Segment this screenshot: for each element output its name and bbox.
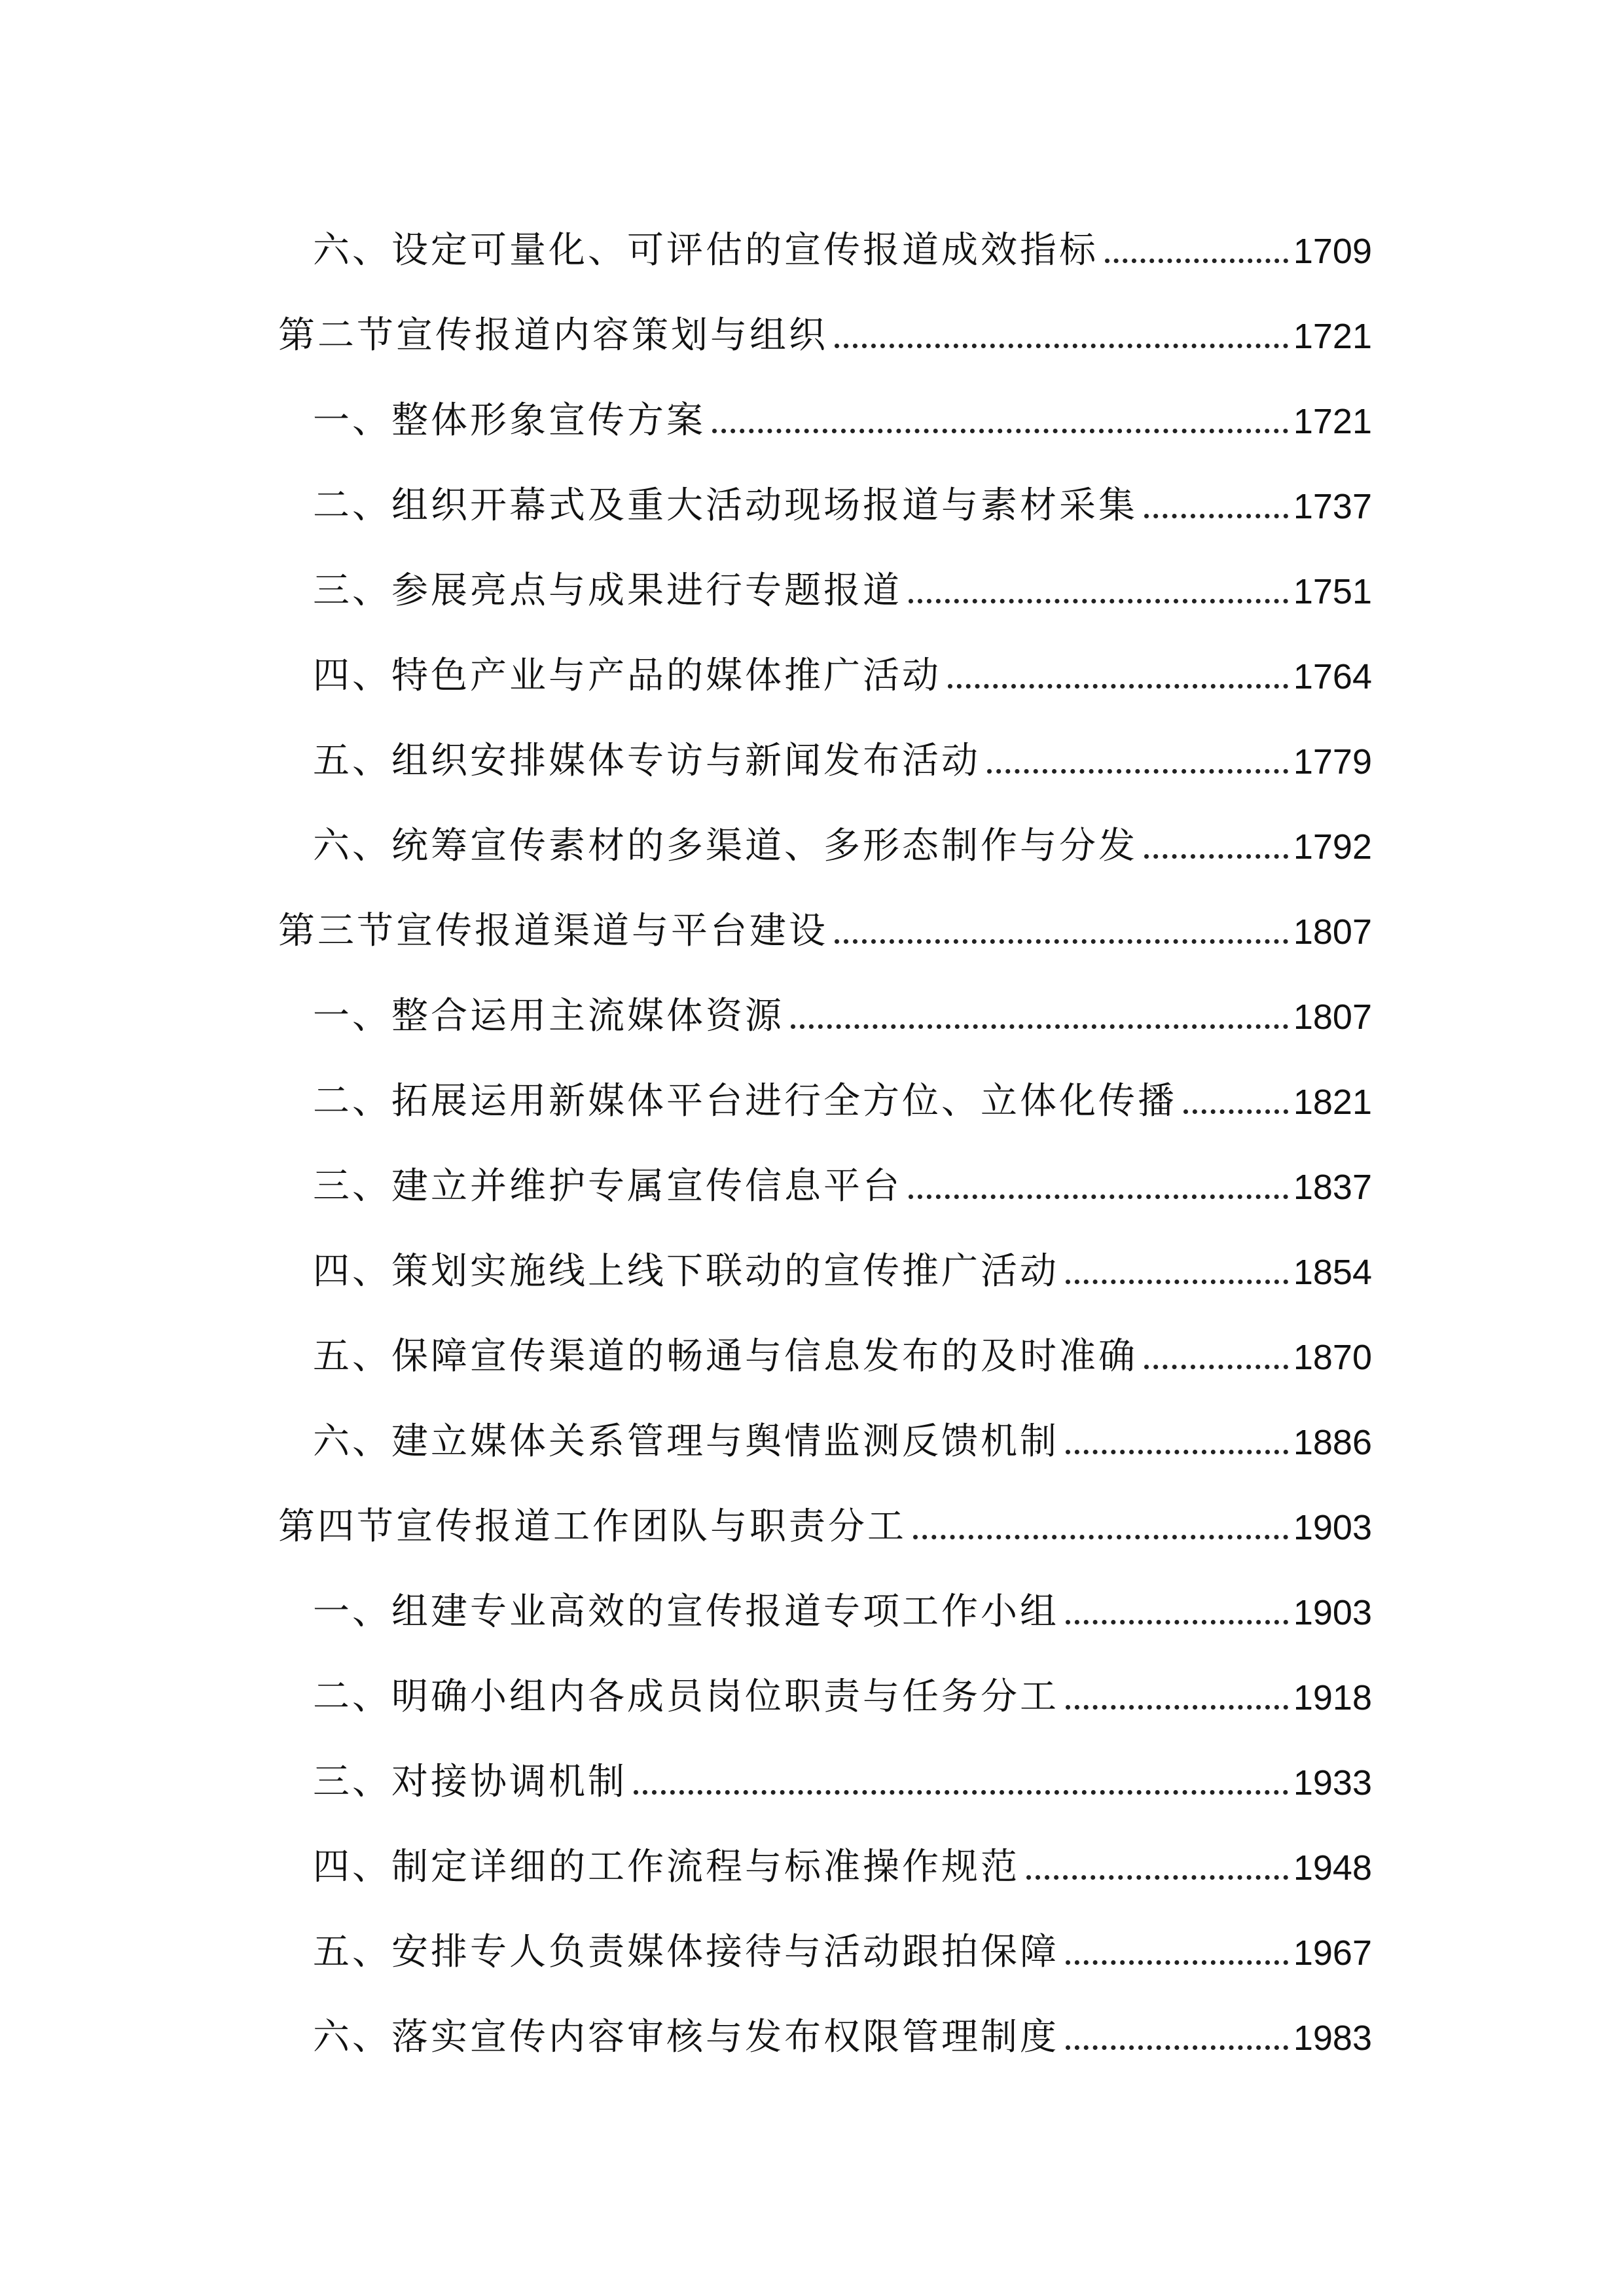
- toc-page-number: 1807: [1293, 997, 1372, 1037]
- toc-entry[interactable]: [313, 721, 1372, 780]
- toc-page-number: 1933: [1293, 1763, 1372, 1803]
- toc-dot-leader: [913, 1535, 1288, 1539]
- toc-entry[interactable]: [313, 210, 1372, 272]
- toc-entry[interactable]: [313, 380, 1372, 442]
- toc-entry-title: 五、组织安排媒体专访与新闻发布活动: [313, 740, 981, 782]
- toc-entry[interactable]: [313, 976, 1372, 1035]
- toc-entry-title: 五、安排专人负责媒体接待与活动跟拍保障: [313, 1931, 1059, 1973]
- toc-dot-leader: [1066, 1960, 1288, 1965]
- toc-page-number: 1807: [1293, 912, 1372, 952]
- toc-dot-leader: [791, 1024, 1288, 1029]
- toc-page-number: 1721: [1293, 402, 1372, 441]
- toc-entry-title: 六、落实宣传内容审核与发布权限管理制度: [313, 2016, 1059, 2058]
- toc-entry-title: 第四节宣传报道工作团队与职责分工: [278, 1505, 907, 1548]
- toc-dot-leader: [1144, 854, 1288, 859]
- toc-dot-leader: [1066, 2045, 1288, 2050]
- toc-page-number: 1886: [1293, 1423, 1372, 1462]
- toc-page-number: 1837: [1293, 1168, 1372, 1207]
- toc-dot-leader: [1066, 1705, 1288, 1710]
- toc-section-entry[interactable]: [278, 295, 1372, 357]
- toc-entry[interactable]: [313, 1231, 1372, 1293]
- toc-dot-leader: [1144, 514, 1288, 518]
- toc-entry[interactable]: [313, 1401, 1372, 1463]
- toc-page-number: 1792: [1293, 827, 1372, 867]
- toc-page-number: 1918: [1293, 1678, 1372, 1717]
- toc-entry-title: 第三节宣传报道渠道与平台建设: [278, 910, 828, 952]
- toc-entry[interactable]: [313, 1912, 1372, 1971]
- toc-page-number: 1821: [1293, 1083, 1372, 1122]
- toc-dot-leader: [909, 1194, 1288, 1199]
- toc-dot-leader: [1066, 1280, 1288, 1284]
- toc-entry[interactable]: [313, 636, 1372, 697]
- toc-page-number: 1751: [1293, 572, 1372, 611]
- toc-page-number: 1903: [1293, 1508, 1372, 1547]
- toc-page-number: 1779: [1293, 742, 1372, 781]
- toc-entry-title: 二、组织开幕式及重大活动现场报道与素材采集: [313, 484, 1138, 527]
- toc-entry[interactable]: [313, 1657, 1372, 1718]
- toc-dot-leader: [835, 939, 1288, 944]
- toc-entry-title: 四、策划实施线上线下联动的宣传推广活动: [313, 1250, 1059, 1293]
- toc-entry-title: 一、组建专业高效的宣传报道专项工作小组: [313, 1590, 1059, 1633]
- toc-entry-title: 一、整体形象宣传方案: [313, 399, 706, 442]
- toc-dot-leader: [712, 429, 1288, 433]
- toc-entry-title: 五、保障宣传渠道的畅通与信息发布的及时准确: [313, 1335, 1138, 1378]
- toc-dot-leader: [1144, 1365, 1288, 1369]
- toc-dot-leader: [1066, 1620, 1288, 1624]
- toc-entry[interactable]: [313, 465, 1372, 527]
- toc-page-number: 1709: [1293, 232, 1372, 271]
- toc-page-number: 1870: [1293, 1338, 1372, 1377]
- toc-dot-leader: [1066, 1450, 1288, 1454]
- toc-entry-title: 六、建立媒体关系管理与舆情监测反馈机制: [313, 1420, 1059, 1463]
- toc-dot-leader: [1105, 259, 1288, 263]
- toc-page-number: 1967: [1293, 1933, 1372, 1973]
- toc-page-number: 1983: [1293, 2018, 1372, 2058]
- toc-page-number: 1764: [1293, 657, 1372, 696]
- toc-page-number: 1854: [1293, 1253, 1372, 1292]
- toc-entry-title: 四、制定详细的工作流程与标准操作规范: [313, 1846, 1020, 1888]
- toc-dot-leader: [1026, 1875, 1288, 1880]
- toc-entry-title: 二、明确小组内各成员岗位职责与任务分工: [313, 1676, 1059, 1718]
- toc-entry[interactable]: [313, 1571, 1372, 1633]
- toc-entry[interactable]: [313, 1997, 1372, 2056]
- toc-entry[interactable]: [313, 1742, 1372, 1801]
- toc-entry[interactable]: [313, 806, 1372, 865]
- toc-entry-title: 一、整合运用主流媒体资源: [313, 995, 784, 1037]
- toc-dot-leader: [1183, 1109, 1288, 1114]
- toc-page-number: 1948: [1293, 1848, 1372, 1888]
- toc-page-number: 1903: [1293, 1593, 1372, 1632]
- toc-entry-title: 四、特色产业与产品的媒体推广活动: [313, 655, 941, 697]
- toc-entry[interactable]: [313, 1316, 1372, 1378]
- toc-entry-title: 三、对接协调机制: [313, 1761, 627, 1803]
- toc-entry[interactable]: [313, 1061, 1372, 1120]
- toc-page-number: 1721: [1293, 317, 1372, 356]
- toc-entry-title: 三、建立并维护专属宣传信息平台: [313, 1165, 902, 1208]
- toc-entry-title: 六、统筹宣传素材的多渠道、多形态制作与分发: [313, 825, 1138, 867]
- toc-section-entry[interactable]: [278, 891, 1372, 950]
- toc-dot-leader: [634, 1790, 1288, 1795]
- toc-entry[interactable]: [313, 1827, 1372, 1886]
- toc-dot-leader: [835, 344, 1288, 348]
- toc-entry[interactable]: [313, 550, 1372, 612]
- toc-entry-title: 三、参展亮点与成果进行专题报道: [313, 569, 902, 612]
- toc-page-number: 1737: [1293, 487, 1372, 526]
- toc-dot-leader: [909, 599, 1288, 603]
- toc-dot-leader: [948, 684, 1288, 689]
- toc-entry-title: 第二节宣传报道内容策划与组织: [278, 314, 828, 357]
- toc-section-entry[interactable]: [278, 1486, 1372, 1548]
- toc-dot-leader: [987, 769, 1288, 774]
- toc-entry-title: 二、拓展运用新媒体平台进行全方位、立体化传播: [313, 1080, 1177, 1122]
- toc-entry[interactable]: [313, 1146, 1372, 1208]
- toc-entry-title: 六、设定可量化、可评估的宣传报道成效指标: [313, 229, 1098, 272]
